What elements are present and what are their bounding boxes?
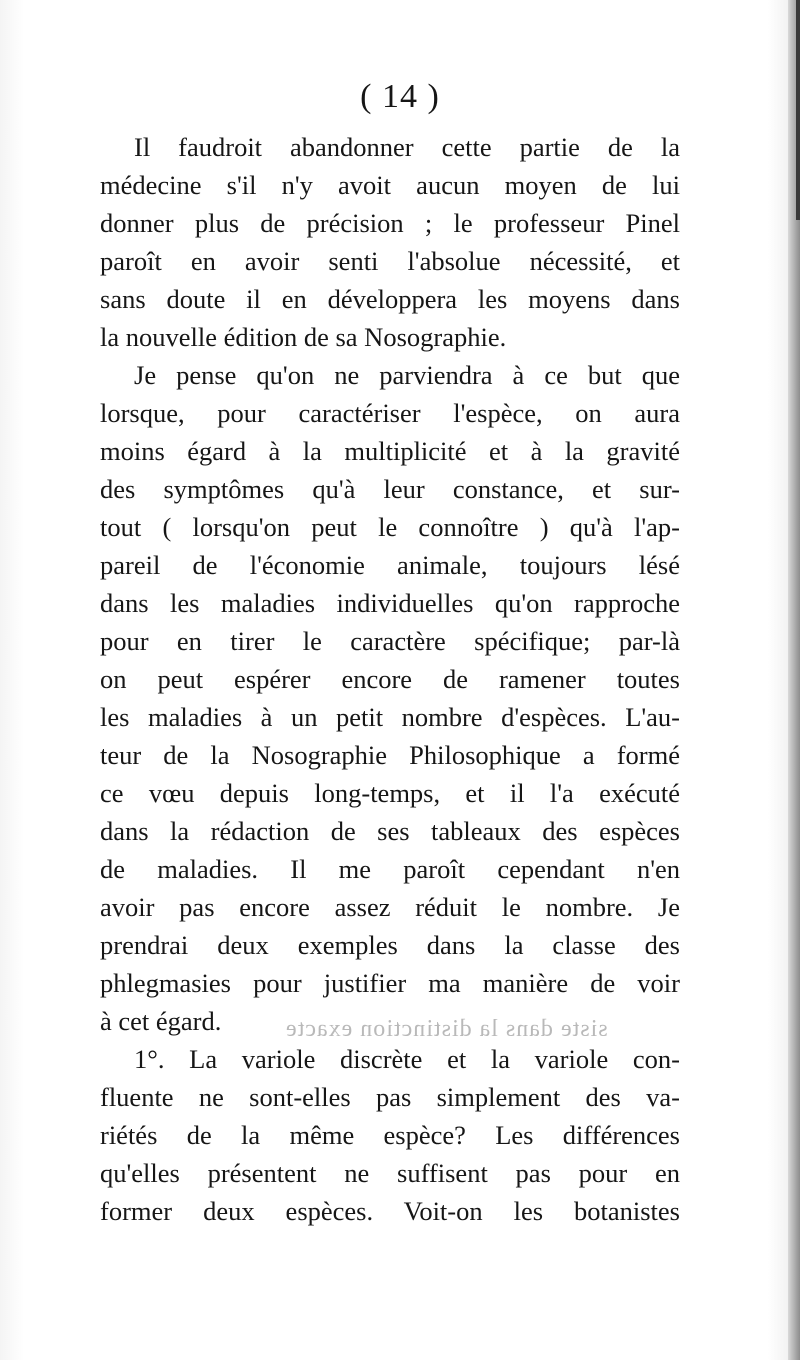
show-through-text: siste dans la distinction exacte xyxy=(285,1016,608,1042)
text-line: prendrai deux exemples dans la classe des xyxy=(100,930,680,960)
text-line: dans la rédaction de ses tableaux des espèces xyxy=(100,816,680,846)
text-line: avoir pas encore assez réduit le nombre. Je xyxy=(100,892,680,922)
text-line: riétés de la même espèce? Les différences xyxy=(100,1120,680,1150)
page-number: ( 14 ) xyxy=(360,78,440,115)
body-text xyxy=(100,128,680,1230)
text-line: fluente ne sont-elles pas simplement des va- xyxy=(100,1082,680,1112)
text-line: donner plus de précision ; le professeur Pinel xyxy=(100,208,680,238)
text-line: paroît en avoir senti l'absolue nécessité, et xyxy=(100,246,680,276)
text-line: lorsque, pour caractériser l'espèce, on aura xyxy=(100,398,680,428)
text-line: médecine s'il n'y avoit aucun moyen de lui xyxy=(100,170,680,200)
text-line: tout ( lorsqu'on peut le connoître ) qu'à l'ap- xyxy=(100,512,680,542)
text-line: pour en tirer le caractère spécifique; par-là xyxy=(100,626,680,656)
text-line: la nouvelle édition de sa Nosographie. xyxy=(100,322,507,352)
text-line: teur de la Nosographie Philosophique a formé xyxy=(100,740,680,770)
text-line: les maladies à un petit nombre d'espèces. L'au- xyxy=(100,702,680,732)
text-line: 1°. La variole discrète et la variole con- xyxy=(134,1044,680,1074)
text-line: pareil de l'économie animale, toujours lésé xyxy=(100,550,680,580)
text-line: former deux espèces. Voit-on les botanistes xyxy=(100,1196,680,1226)
text-line: on peut espérer encore de ramener toutes xyxy=(100,664,680,694)
text-line: ce vœu depuis long-temps, et il l'a exécuté xyxy=(100,778,680,808)
text-line: Je pense qu'on ne parviendra à ce but que xyxy=(134,360,680,390)
text-line: à cet égard. xyxy=(100,1006,222,1036)
text-line: des symptômes qu'à leur constance, et sur- xyxy=(100,474,680,504)
text-line: moins égard à la multiplicité et à la gravité xyxy=(100,436,680,466)
text-line: dans les maladies individuelles qu'on rapproche xyxy=(100,588,680,618)
text-line: qu'elles présentent ne suffisent pas pour en xyxy=(100,1158,680,1188)
text-line: phlegmasies pour justifier ma manière de voir xyxy=(100,968,680,998)
text-line: Il faudroit abandonner cette partie de la xyxy=(134,132,680,162)
text-line: sans doute il en développera les moyens dans xyxy=(100,284,680,314)
page-binding-edge xyxy=(788,0,800,1360)
text-line: de maladies. Il me paroît cependant n'en xyxy=(100,854,680,884)
